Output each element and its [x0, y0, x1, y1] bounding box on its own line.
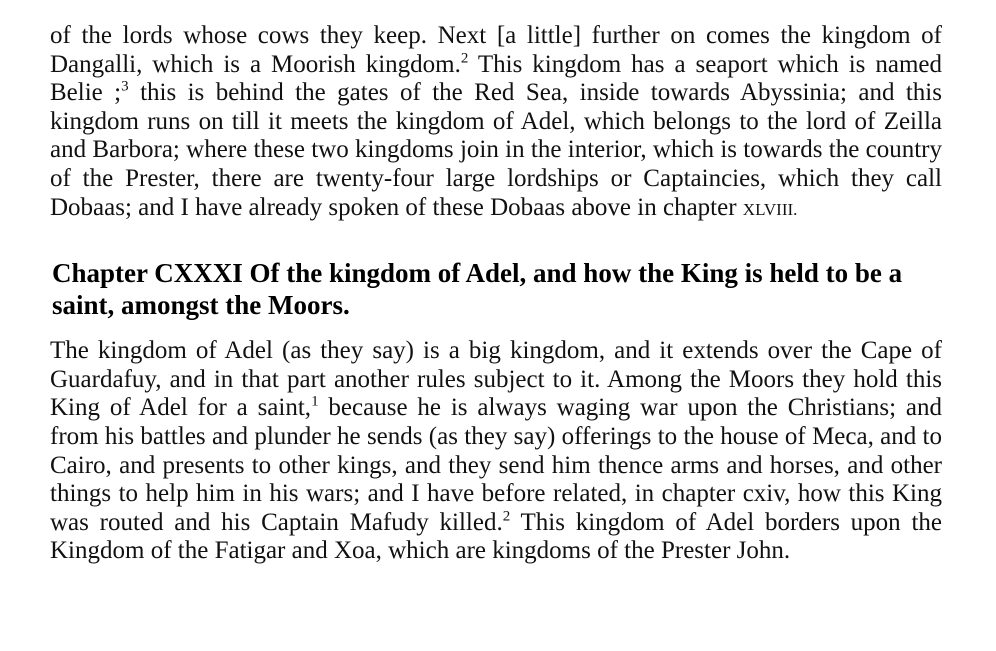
document-page: [50, 22, 942, 566]
footnote-marker-2: 2: [460, 50, 469, 67]
paragraph-2: [50, 337, 942, 566]
paragraph-1-text-1: of the lords whose cows they keep. Next [a little] further on comes the kingdom of Dangalli, which is a Moorish kingdom.: [50, 22, 942, 78]
paragraph-1: [50, 22, 942, 224]
paragraph-1-text-3: this is behind the gates of the Red Sea, inside towards Abyssinia; and this kingdom runs on till it meets the kingdom of Adel, which belongs to the lord of Zeilla and Barbora; where these two kingdoms join in the interior, which is towards the country of the Prester, there are twenty-four large lordships or Captaincies, which they call Dobaas; and I have already spoken of these Dobaas above in chapter: [50, 79, 942, 221]
paragraph-2-text-2: because he is always waging war upon the Christians; and from his battles and plunder he sends (as they say) offerings to the house of Meca, and to Cairo, and presents to other kings, and they send him thence arms and horses, and other things to help him in his wars; and I have before related, in chapter cxiv, how this King was routed and his Captain Mafudy killed.: [50, 394, 942, 536]
footnote-marker-3: 3: [121, 78, 129, 95]
paragraph-1-text-2: This kingdom has a seaport which is named Belie ;: [50, 50, 942, 107]
footnote-marker-1: 1: [311, 394, 319, 411]
chapter-heading: Chapter CXXXI Of the kingdom of Adel, and how the King is held to be a saint, amongst the Moors.: [52, 258, 903, 321]
chapter-reference: XLVIII.: [742, 199, 798, 219]
paragraph-2-text-3: This kingdom of Adel borders upon the Kingdom of the Fatigar and Xoa, which are kingdoms of the Prester John.: [50, 508, 942, 565]
paragraph-2-text-1: The kingdom of Adel (as they say) is a big kingdom, and it extends over the Cape of Guardafuy, and in that part another rules subject to it. Among the Moors they hold this King of Adel for a saint,: [50, 337, 942, 422]
footnote-marker-2b: 2: [502, 508, 511, 525]
